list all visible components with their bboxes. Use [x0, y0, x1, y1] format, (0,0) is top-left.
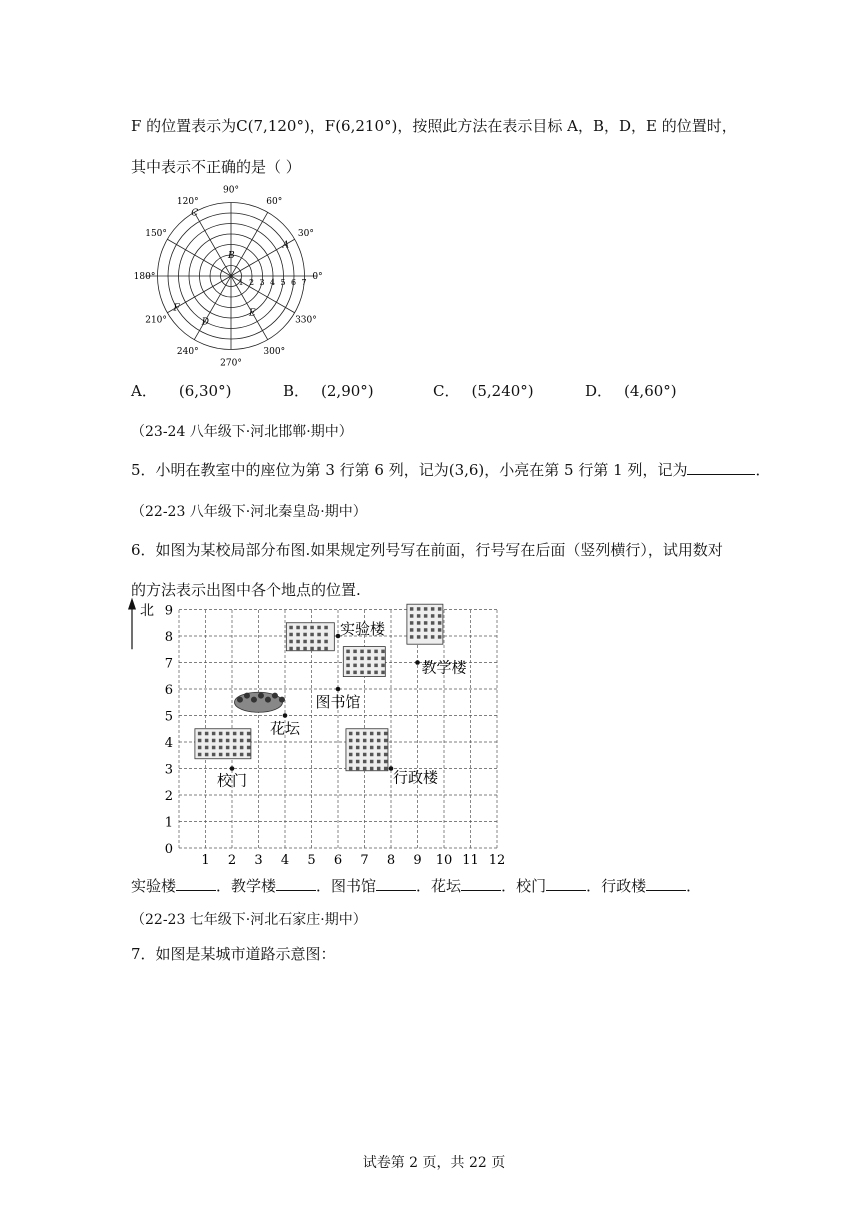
q6-source: （22-23 八年级下·河北秦皇岛·期中）: [131, 504, 367, 520]
y-tick-label: 9: [164, 603, 173, 619]
gate-building-icon: [195, 729, 251, 759]
option-b-value: (2,90°): [321, 382, 374, 400]
polar-angle-label: 150°: [145, 228, 167, 239]
north-arrow-icon: [128, 598, 136, 610]
q6-line1: 6．如图为某校局部分布图.如果规定列号写在前面，行号写在后面（竖列横行），试用数对: [131, 541, 723, 559]
x-tick-label: 7: [360, 853, 369, 868]
x-tick-label: 2: [227, 853, 237, 868]
answer-blank-gate[interactable]: [546, 876, 586, 891]
option-a-value: (6,30°): [178, 382, 232, 400]
answer-label-lab: 实验楼: [131, 877, 177, 895]
polar-angle-label: 210°: [145, 315, 167, 326]
place-label: 行政楼: [393, 768, 439, 787]
y-tick-label: 1: [164, 815, 173, 831]
answer-blank-lib[interactable]: [376, 876, 416, 891]
option-a-letter: A．: [131, 382, 157, 400]
admin-building-icon: [346, 729, 388, 771]
option-d-letter: D．: [585, 382, 613, 400]
polar-point-label: B: [228, 251, 235, 261]
polar-angle-label: 0°: [312, 272, 323, 282]
y-tick-label: 0: [164, 842, 173, 857]
answer-label-lib: ．图书馆: [316, 877, 377, 895]
q5-end: ．: [755, 461, 771, 479]
x-tick-label: 11: [462, 853, 479, 868]
option-c-letter: C．: [433, 382, 460, 400]
place-label: 教学楼: [421, 658, 467, 677]
q5-coord: (3,6): [448, 461, 485, 479]
polar-radius-label: 7: [301, 278, 307, 287]
x-tick-label: 6: [333, 853, 343, 868]
x-tick-label: 9: [413, 853, 422, 868]
polar-angle-label: 300°: [263, 346, 286, 357]
polar-radius-label: 2: [249, 278, 255, 287]
answer-blank-garden[interactable]: [461, 876, 501, 891]
q6-line2: 的方法表示出图中各个地点的位置.: [131, 581, 361, 599]
q4-line2: 其中表示不正确的是（ ）: [131, 158, 301, 176]
answer-label-garden: ．花坛: [416, 877, 462, 895]
q7-text: 7．如图是某城市道路示意图：: [131, 945, 336, 963]
option-a[interactable]: [131, 380, 231, 401]
page-footer: 试卷第 2 页，共 22 页: [362, 1155, 506, 1171]
q6-answers: [131, 876, 701, 896]
polar-angle-label: 30°: [297, 228, 314, 239]
q5-source: （23-24 八年级下·河北邯郸·期中）: [131, 424, 353, 440]
y-tick-label: 2: [164, 789, 173, 804]
polar-radius-label: 6: [291, 278, 297, 287]
polar-coordinate-diagram: [120, 182, 330, 367]
lab-building-icon: [286, 623, 334, 651]
polar-point-label: F: [173, 303, 180, 314]
polar-angle-label: 90°: [223, 185, 239, 196]
place-label: 实验楼: [340, 620, 386, 638]
x-tick-label: 1: [201, 853, 210, 868]
polar-point-label: A: [282, 240, 290, 251]
x-tick-label: 8: [386, 853, 396, 868]
place-point: [415, 660, 420, 665]
north-label: 北: [140, 602, 154, 619]
polar-point-label: C: [191, 208, 199, 219]
option-c[interactable]: [433, 380, 534, 401]
x-tick-label: 12: [488, 853, 506, 868]
place-point: [283, 713, 288, 718]
place-label: 花坛: [269, 719, 301, 738]
y-tick-label: 4: [164, 736, 173, 751]
x-tick-label: 3: [254, 853, 263, 868]
polar-angle-label: 180°: [133, 272, 156, 282]
y-tick-label: 5: [164, 709, 173, 725]
place-point: [336, 687, 341, 692]
polar-radius-label: 1: [238, 278, 244, 287]
polar-point-label: E: [249, 308, 256, 319]
answer-label-teach: ．教学楼: [216, 877, 277, 895]
polar-radius-label: 3: [259, 278, 265, 287]
x-tick-label: 4: [280, 853, 290, 868]
polar-radius-label: 4: [270, 278, 276, 287]
option-c-value: (5,240°): [471, 382, 534, 400]
q5-answer-blank[interactable]: [687, 460, 755, 475]
flower-bed-icon: [235, 692, 285, 712]
q5-text-b: ，小亮在第 5 行第 1 列，记为: [484, 461, 688, 479]
answer-end: ．: [686, 877, 702, 895]
library-building-icon: [343, 647, 385, 677]
polar-angle-label: 240°: [176, 346, 199, 357]
q5-text: [131, 460, 770, 480]
polar-point-label: D: [201, 317, 209, 328]
x-tick-label: 5: [307, 853, 316, 868]
option-d[interactable]: [585, 380, 677, 401]
answer-blank-admin[interactable]: [646, 876, 686, 891]
place-point: [230, 766, 235, 771]
teaching-building-icon: [407, 604, 443, 644]
polar-radius-label: 5: [280, 278, 286, 287]
polar-angle-label: 60°: [266, 197, 283, 208]
polar-angle-label: 120°: [176, 197, 199, 208]
y-tick-label: 3: [164, 762, 173, 778]
q5-text-a: 5．小明在教室中的座位为第 3 行第 6 列，记为: [131, 461, 449, 479]
y-tick-label: 7: [164, 656, 173, 672]
y-tick-label: 8: [164, 630, 173, 645]
y-tick-label: 6: [164, 683, 173, 698]
polar-angle-label: 330°: [295, 315, 317, 326]
x-tick-label: 10: [435, 853, 453, 868]
q4-line1: F 的位置表示为C(7,120°)，F(6,210°)，按照此方法在表示目标 A，B，D，E 的位置时，: [131, 117, 737, 135]
answer-blank-teach[interactable]: [276, 876, 316, 891]
polar-angle-label: 270°: [220, 358, 242, 367]
place-label: 校门: [216, 771, 248, 790]
campus-grid-map: [120, 596, 520, 871]
answer-label-admin: ．行政楼: [586, 877, 647, 895]
option-b-letter: B．: [283, 382, 310, 400]
q7-source: （22-23 七年级下·河北石家庄·期中）: [131, 912, 367, 928]
option-b[interactable]: [283, 380, 374, 401]
answer-label-gate: ．校门: [501, 877, 547, 895]
option-d-value: (4,60°): [624, 382, 677, 400]
place-label: 图书馆: [315, 693, 361, 711]
answer-blank-lab[interactable]: [176, 876, 216, 891]
